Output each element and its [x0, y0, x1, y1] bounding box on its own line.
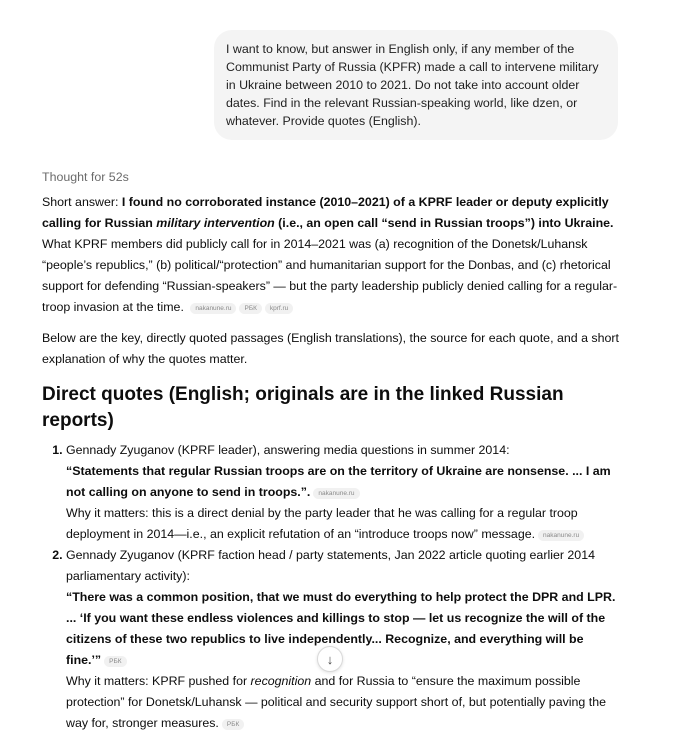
source-chip-kprf[interactable]: kprf.ru: [265, 303, 293, 314]
source-chip-nakanune[interactable]: nakanune.ru: [313, 488, 359, 499]
source-chip-rbc[interactable]: РБК: [239, 303, 261, 314]
source-chip-nakanune[interactable]: nakanune.ru: [538, 530, 584, 541]
item-quote: “Statements that regular Russian troops are on the territory of Ukraine are nonsense. ... I am not calling on anyone to send in troops.”.: [66, 464, 611, 499]
item-speaker: 1. Gennady Zyuganov (KPRF leader), answering media questions in summer 2014:: [66, 443, 510, 457]
short-answer-bold-2: (i.e., an open call “send in Russian troops”) into Ukraine.: [274, 216, 614, 230]
item-why-start: Why it matters: KPRF pushed for: [66, 674, 251, 688]
short-answer-bold-1: I found no corroborated instance (2010–2021) of a KPRF leader or deputy explicitly calling for Russian: [42, 195, 609, 230]
list-item: [66, 440, 622, 545]
source-chip-rbc[interactable]: РБК: [104, 656, 126, 667]
arrow-down-icon: ↓: [326, 651, 334, 667]
item-speaker: 2. Gennady Zyuganov (KPRF faction head / party statements, Jan 2022 article quoting earlier 2014 parliamentary activity):: [66, 548, 595, 583]
item-why-end: and for Russia to “ensure the maximum possible protection” for Donetsk/Luhansk — political and security support short of, but potentially paving the way for, stronger measures.: [66, 674, 606, 730]
short-answer-bold-italic: military intervention: [156, 216, 275, 230]
short-answer-paragraph: [42, 192, 622, 318]
user-message-bubble: [214, 30, 618, 140]
item-why-line: [66, 671, 622, 734]
item-quote-line: [66, 587, 622, 671]
short-answer-lead: Short answer:: [42, 195, 122, 209]
item-why: Why it matters: this is a direct denial by the party leader that he was calling for a regular troop deployment in 2014—i.e., an explicit refutation of an “introduce troops now” message.: [66, 506, 578, 541]
short-answer-rest: What KPRF members did publicly call for in 2014–2021 was (a) recognition of the Donetsk/Luhansk “people’s republics,” (b) political/“protection” and humanitarian support for the Donbas, and (c) rhetorical support for defending “Russian-speakers” — but the party leadership publicly denied calling for a regular-troop invasion at the time.: [42, 237, 618, 314]
source-chip-rbc[interactable]: РБК: [222, 719, 244, 730]
item-why-line: [66, 503, 622, 545]
item-quote-line: [66, 461, 622, 503]
item-quote: “There was a common position, that we must do everything to help protect the DPR and LPR. ... ‘If you want these endless violences and killings to stop — let us recognize the will of the citizens of these two republics to live independently... Recognize, and everything will be fine.’”: [66, 590, 616, 667]
section-heading: Direct quotes (English; originals are in the linked Russian reports): [42, 384, 564, 431]
list-item: [66, 545, 622, 734]
intro-paragraph: Below are the key, directly quoted passages (English translations), the source for each quote, and a short explanation of why the quotes matter.: [42, 331, 619, 366]
quotes-list: [42, 440, 622, 734]
thought-duration[interactable]: Thought for 52s: [42, 170, 129, 184]
item-why-italic: recognition: [250, 674, 312, 688]
scroll-down-button[interactable]: [317, 646, 343, 672]
user-message-text: I want to know, but answer in English only, if any member of the Communist Party of Russia (KPFR) made a call to intervene military in Ukraine between 2010 to 2021. Do not take into account older dates. Find in the relevant Russian-speaking world, like dzen, or whatever. Provide quotes (English).: [226, 42, 599, 128]
source-chip-nakanune[interactable]: nakanune.ru: [190, 303, 236, 314]
